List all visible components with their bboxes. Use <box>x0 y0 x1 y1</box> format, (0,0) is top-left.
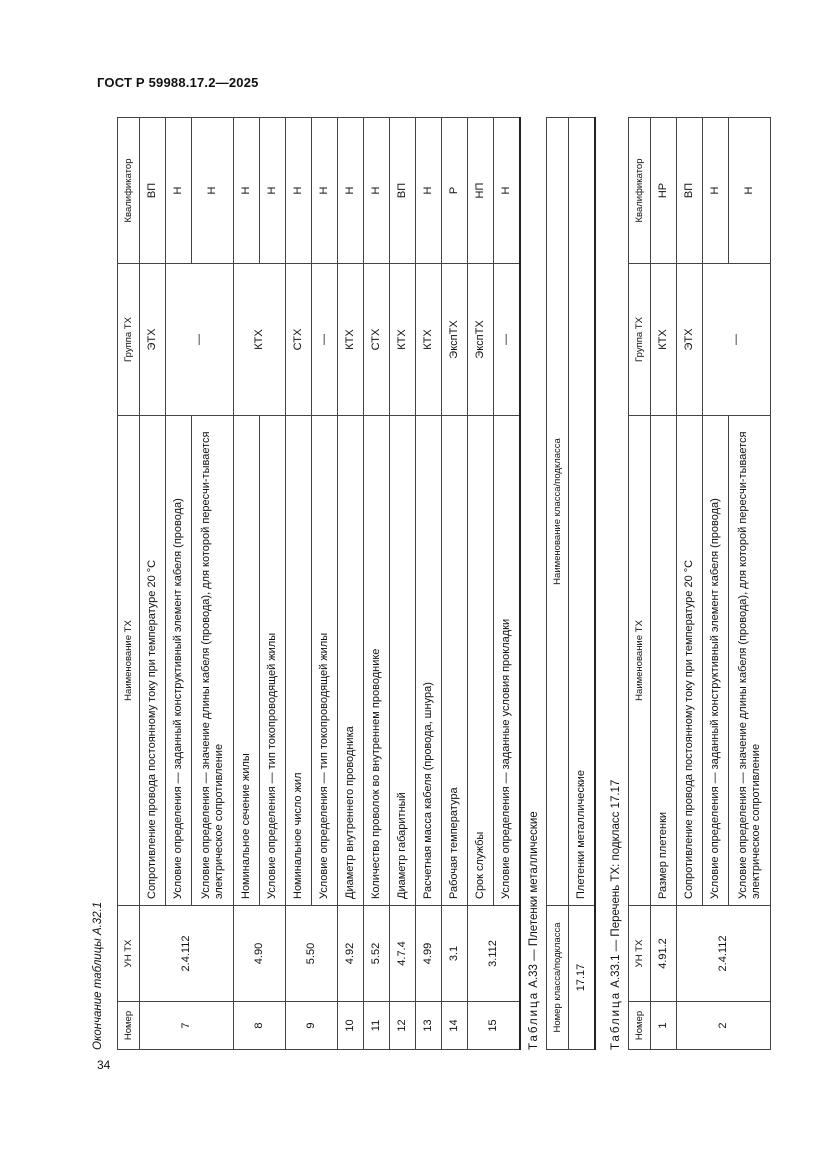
row-qualifier: Н <box>494 118 520 264</box>
row-name: Размер плетенки <box>651 416 677 906</box>
table-a321 <box>117 117 521 1050</box>
row-number: 12 <box>390 1002 416 1050</box>
table-a331 <box>628 117 771 1050</box>
row-qualifier: ВП <box>390 118 416 264</box>
table-a331-caption <box>610 780 622 1050</box>
row-qualifier: Н <box>192 118 234 264</box>
table-a331-caption-text: А.33.1 — Перечень ТХ: подкласс 17.17 <box>610 779 622 991</box>
row-name: Диаметр внутреннего проводника <box>338 416 364 906</box>
row-qualifier: НР <box>651 118 677 264</box>
col-header-qualifier: Квалификатор <box>118 118 140 264</box>
row-number: 1 <box>651 1002 677 1050</box>
table-a33-caption-label: Таблица <box>528 990 540 1050</box>
row-name: Условие определения — заданный конструктивный элемент кабеля (провода) <box>166 416 192 906</box>
table-row <box>140 118 166 1050</box>
row-name: Сопротивление провода постоянному току при температуре 20 °С <box>677 416 703 906</box>
row-qualifier: Н <box>286 118 312 264</box>
col-header-un: УН ТХ <box>118 906 140 1002</box>
row-qualifier: Н <box>729 118 771 264</box>
row-name: Условие определения — заданные условия прокладки <box>494 416 520 906</box>
row-un: 3.1 <box>442 906 468 1002</box>
row-qualifier: ВП <box>140 118 166 264</box>
col-header-name: Наименование ТХ <box>118 416 140 906</box>
row-group: КТХ <box>234 264 286 416</box>
row-qualifier: Н <box>234 118 260 264</box>
row-un: 4.92 <box>338 906 364 1002</box>
table-a321-caption: Окончание таблицы А.32.1 <box>92 901 104 1050</box>
table-a33-header-row <box>547 118 569 1050</box>
col-header-un: УН ТХ <box>629 906 651 1002</box>
row-un: 5.52 <box>364 906 390 1002</box>
row-un: 5.50 <box>286 906 338 1002</box>
table-row <box>651 118 677 1050</box>
row-name: Условие определения — тип токопроводящей жилы <box>260 416 286 906</box>
table-row <box>416 118 442 1050</box>
row-group: КТХ <box>390 264 416 416</box>
row-qualifier: Н <box>364 118 390 264</box>
row-number: 10 <box>338 1002 364 1050</box>
row-name: Условие определения — значение длины кабеля (провода), для которой пересчи-тывается электрическое сопротивление <box>729 416 771 906</box>
table-row <box>234 118 260 1050</box>
row-group: КТХ <box>651 264 677 416</box>
table-row <box>286 118 312 1050</box>
col-header-number: Номер <box>629 1002 651 1050</box>
row-qualifier: Н <box>416 118 442 264</box>
row-group: ЭТХ <box>677 264 703 416</box>
row-name: Условие определения — значение длины кабеля (провода), для которой пересчи-тывается электрическое сопротивление <box>192 416 234 906</box>
row-group: КТХ <box>416 264 442 416</box>
row-group: ЭкспТХ <box>442 264 468 416</box>
document-header: ГОСТ Р 59988.17.2—2025 <box>97 75 259 90</box>
row-group: СТХ <box>364 264 390 416</box>
table-a321-header-row <box>118 118 140 1050</box>
row-number: 14 <box>442 1002 468 1050</box>
row-group: СТХ <box>286 264 312 416</box>
row-qualifier: Н <box>312 118 338 264</box>
row-qualifier: Н <box>338 118 364 264</box>
row-class-number: 17.17 <box>569 906 595 1050</box>
col-header-class-name: Наименование класса/подкласса <box>547 118 569 906</box>
row-qualifier: Н <box>166 118 192 264</box>
row-class-name: Плетенки металлические <box>569 118 595 906</box>
table-a33 <box>546 117 596 1050</box>
row-group: КТХ <box>338 264 364 416</box>
row-name: Номинальное число жил <box>286 416 312 906</box>
row-group: ЭТХ <box>140 264 166 416</box>
row-group: — <box>312 264 338 416</box>
row-number: 7 <box>140 1002 234 1050</box>
row-un: 4.91.2 <box>651 906 677 1002</box>
table-row <box>364 118 390 1050</box>
col-header-class-number: Номер класса/подкласса <box>547 906 569 1050</box>
row-name: Расчетная масса кабеля (провода, шнура) <box>416 416 442 906</box>
row-qualifier: ВП <box>677 118 703 264</box>
row-name: Количество проволок во внутреннем проводнике <box>364 416 390 906</box>
row-qualifier: Н <box>260 118 286 264</box>
row-name: Номинальное сечение жилы <box>234 416 260 906</box>
row-un: 4.99 <box>416 906 442 1002</box>
row-name: Условие определения — тип токопроводящей жилы <box>312 416 338 906</box>
table-a33-caption <box>528 811 540 1050</box>
row-number: 8 <box>234 1002 286 1050</box>
col-header-number: Номер <box>118 1002 140 1050</box>
row-name: Рабочая температура <box>442 416 468 906</box>
row-group: — <box>166 264 234 416</box>
row-number: 2 <box>677 1002 771 1050</box>
table-a331-caption-label: Таблица <box>610 990 622 1050</box>
row-un: 3.112 <box>468 906 520 1002</box>
row-qualifier: НП <box>468 118 494 264</box>
col-header-group: Группа ТХ <box>118 264 140 416</box>
row-qualifier: Н <box>703 118 729 264</box>
table-row <box>468 118 494 1050</box>
table-row <box>338 118 364 1050</box>
row-number: 13 <box>416 1002 442 1050</box>
row-un: 2.4.112 <box>677 906 771 1002</box>
table-a331-header-row <box>629 118 651 1050</box>
table-a33-caption-text: А.33 — Плетенки металлические <box>528 811 540 991</box>
row-group: ЭкспТХ <box>468 264 494 416</box>
page-number: 34 <box>97 1058 111 1072</box>
table-row <box>569 118 595 1050</box>
col-header-name: Наименование ТХ <box>629 416 651 906</box>
col-header-group: Группа ТХ <box>629 264 651 416</box>
row-number: 15 <box>468 1002 520 1050</box>
row-group: — <box>494 264 520 416</box>
col-header-qualifier: Квалификатор <box>629 118 651 264</box>
rotated-content <box>92 118 772 1050</box>
row-name: Сопротивление провода постоянному току при температуре 20 °С <box>140 416 166 906</box>
row-number: 9 <box>286 1002 338 1050</box>
table-row <box>390 118 416 1050</box>
row-name: Условие определения — заданный конструктивный элемент кабеля (провода) <box>703 416 729 906</box>
row-un: 2.4.112 <box>140 906 234 1002</box>
row-number: 11 <box>364 1002 390 1050</box>
row-group: — <box>703 264 771 416</box>
table-row <box>442 118 468 1050</box>
row-qualifier: Р <box>442 118 468 264</box>
row-un: 4.7.4 <box>390 906 416 1002</box>
row-name: Срок службы <box>468 416 494 906</box>
row-un: 4.90 <box>234 906 286 1002</box>
row-name: Диаметр габаритный <box>390 416 416 906</box>
table-row <box>677 118 703 1050</box>
